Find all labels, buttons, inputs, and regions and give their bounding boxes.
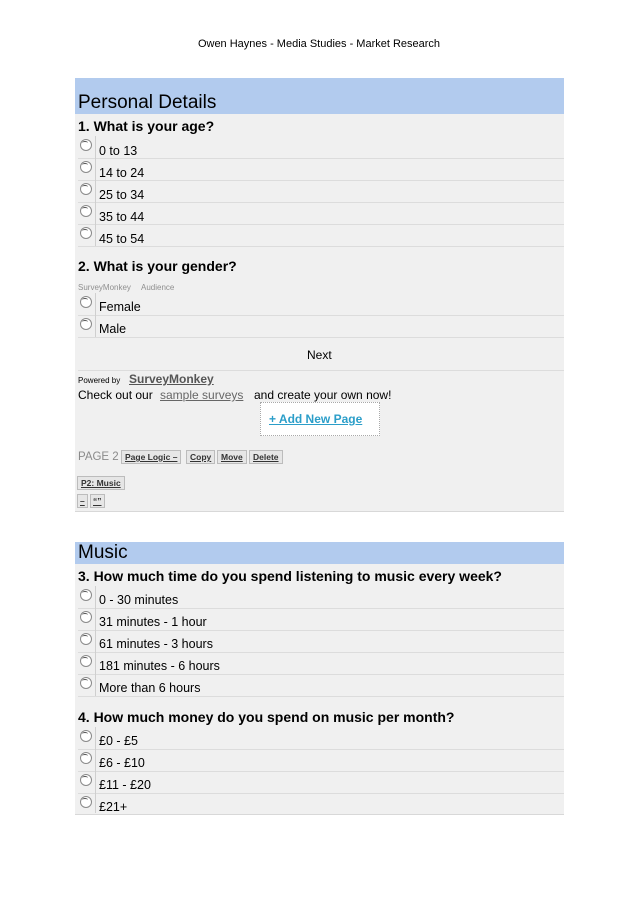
option-label: Male <box>99 322 127 336</box>
radio-age-25-34[interactable] <box>80 183 92 195</box>
list-item <box>78 158 564 181</box>
add-new-page-button[interactable] <box>260 402 380 436</box>
option-label: 25 to 34 <box>99 188 145 202</box>
radio-age-14-24[interactable] <box>80 161 92 173</box>
option-label: 35 to 44 <box>99 210 145 224</box>
radio-time-over-6h[interactable] <box>80 677 92 689</box>
radio-money-0-5[interactable] <box>80 730 92 742</box>
meta-label: Audience <box>141 283 175 292</box>
option-label: 0 to 13 <box>99 144 138 158</box>
radio-age-35-44[interactable] <box>80 205 92 217</box>
radio-money-6-10[interactable] <box>80 752 92 764</box>
header-band <box>75 78 564 92</box>
divider <box>95 727 96 813</box>
list-item <box>78 180 564 203</box>
option-label: £11 - £20 <box>99 778 151 792</box>
page-label: PAGE 2 <box>78 451 119 463</box>
radio-time-181-360[interactable] <box>80 655 92 667</box>
option-label: 0 - 30 minutes <box>99 593 179 607</box>
option-label: 14 to 24 <box>99 166 145 180</box>
option-label: £6 - £10 <box>99 756 145 770</box>
radio-age-45-54[interactable] <box>80 227 92 239</box>
radio-female[interactable] <box>80 296 92 308</box>
sample-surveys-link[interactable]: sample surveys <box>160 388 244 402</box>
option-label: 181 minutes - 6 hours <box>99 659 220 673</box>
page-logic-button[interactable]: Page Logic – <box>121 450 181 464</box>
option-label: 31 minutes - 1 hour <box>99 615 207 629</box>
powered-by-label: Powered by <box>78 376 121 385</box>
radio-age-0-13[interactable] <box>80 139 92 151</box>
page-tag[interactable]: P2: Music <box>77 476 125 490</box>
list-item <box>78 315 564 338</box>
divider <box>95 293 96 337</box>
quote-button[interactable]: “” <box>90 494 105 508</box>
collapse-button[interactable]: – <box>77 494 88 508</box>
next-button[interactable]: Next <box>307 348 332 362</box>
question-money-spent: 4. How much money do you spend on music per month? <box>78 709 455 725</box>
delete-button[interactable]: Delete <box>249 450 283 464</box>
list-item <box>78 293 564 316</box>
list-item <box>78 727 564 750</box>
move-button[interactable]: Move <box>217 450 247 464</box>
radio-time-0-30[interactable] <box>80 589 92 601</box>
copy-button[interactable]: Copy <box>186 450 215 464</box>
list-item <box>78 749 564 772</box>
list-item <box>78 224 564 247</box>
promo-prefix: Check out our <box>78 388 153 402</box>
option-label: More than 6 hours <box>99 681 201 695</box>
radio-time-31-60[interactable] <box>80 611 92 623</box>
add-page-label: + Add New Page <box>269 412 363 426</box>
divider <box>95 136 96 246</box>
radio-money-21-plus[interactable] <box>80 796 92 808</box>
section-band-music <box>75 542 564 564</box>
question-listening-time: 3. How much time do you spend listening to music every week? <box>78 568 502 584</box>
section-title-music: Music <box>78 542 128 563</box>
radio-time-61-180[interactable] <box>80 633 92 645</box>
list-item <box>78 793 564 815</box>
question-age: 1. What is your age? <box>78 118 215 134</box>
option-label: 45 to 54 <box>99 232 145 246</box>
list-item <box>78 136 564 159</box>
surveymonkey-logo[interactable]: SurveyMonkey <box>129 372 214 386</box>
promo-suffix: and create your own now! <box>254 388 392 402</box>
question-gender: 2. What is your gender? <box>78 258 237 274</box>
list-item <box>78 202 564 225</box>
option-label: Female <box>99 300 141 314</box>
document-header: Owen Haynes - Media Studies - Market Research <box>197 38 441 50</box>
radio-money-11-20[interactable] <box>80 774 92 786</box>
radio-male[interactable] <box>80 318 92 330</box>
meta-label: SurveyMonkey <box>78 283 131 292</box>
option-label: £21+ <box>99 800 128 814</box>
option-label: 61 minutes - 3 hours <box>99 637 213 651</box>
option-label: £0 - £5 <box>99 734 138 748</box>
divider <box>95 586 96 696</box>
section-title-personal: Personal Details <box>78 92 217 113</box>
